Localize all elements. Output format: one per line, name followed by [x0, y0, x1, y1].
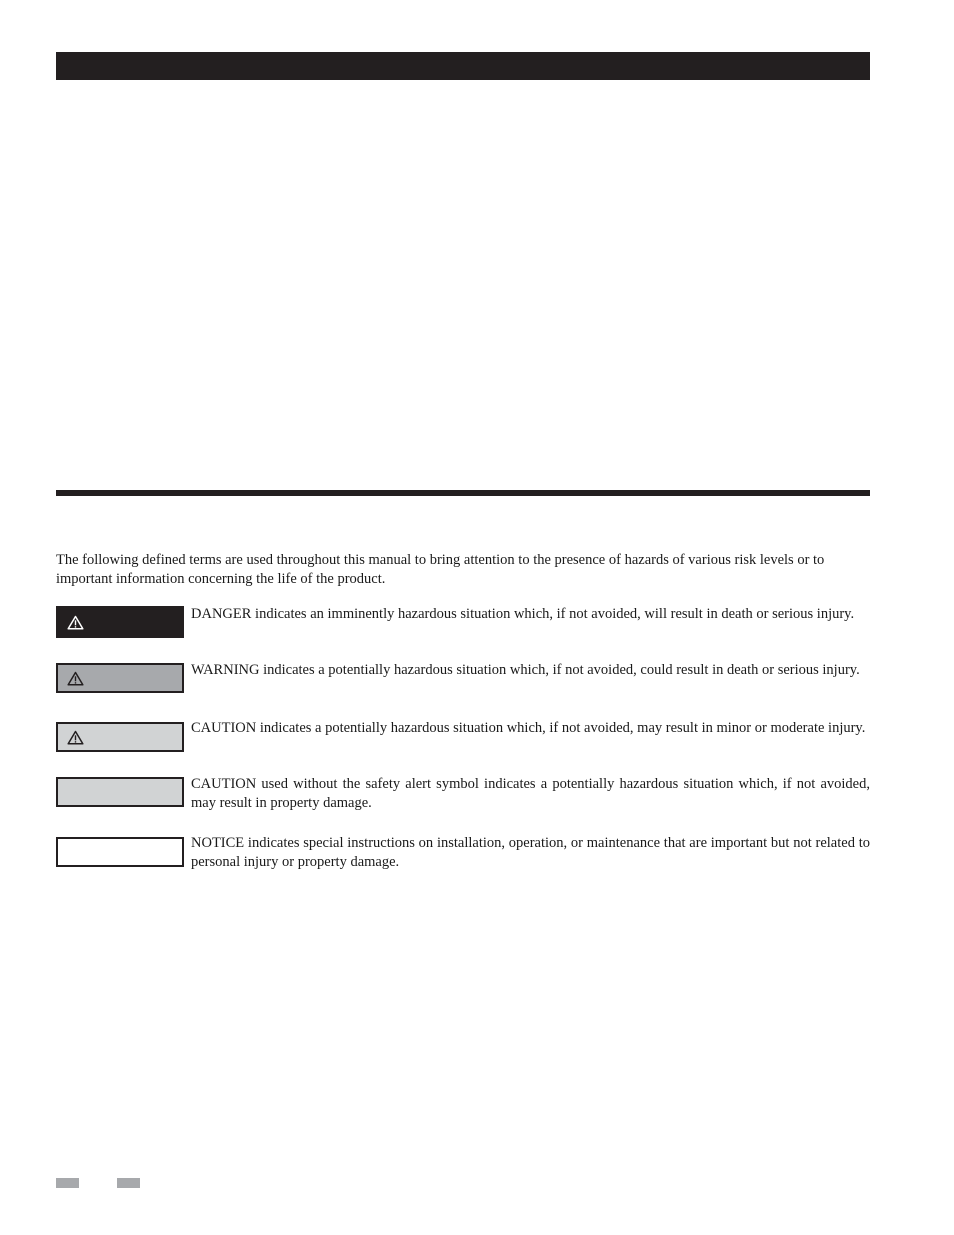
safety-alert-icon [67, 671, 84, 686]
footer-mark-right [117, 1178, 140, 1188]
warning-signal-box [56, 663, 184, 693]
caution-definition-text: CAUTION indicates a potentially hazardous situation which, if not avoided, may result in minor or moderate injury. [191, 720, 866, 736]
intro-paragraph: The following defined terms are used throughout this manual to bring attention to the presence of hazards of various risk levels or to important information concerning the life of the product. [56, 552, 825, 587]
caution-plain-signal-box [56, 777, 184, 807]
caution-plain-definition-text: CAUTION used without the safety alert symbol indicates a potentially hazardous situation which, if not avoided, may result in property damage. [191, 776, 870, 811]
notice-signal-box [56, 837, 184, 867]
header-bar [56, 52, 870, 80]
danger-definition-text: DANGER indicates an imminently hazardous situation which, if not avoided, will result in death or serious injury. [191, 606, 855, 622]
safety-alert-icon [67, 730, 84, 745]
notice-definition-text: NOTICE indicates special instructions on installation, operation, or maintenance that are important but not related to personal injury or property damage. [191, 835, 870, 870]
safety-alert-icon [67, 615, 84, 630]
section-rule [56, 490, 870, 496]
danger-signal-box [56, 606, 184, 638]
footer-mark-left [56, 1178, 79, 1188]
warning-definition-text: WARNING indicates a potentially hazardous situation which, if not avoided, could result in death or serious injury. [191, 662, 860, 678]
caution-signal-box [56, 722, 184, 752]
